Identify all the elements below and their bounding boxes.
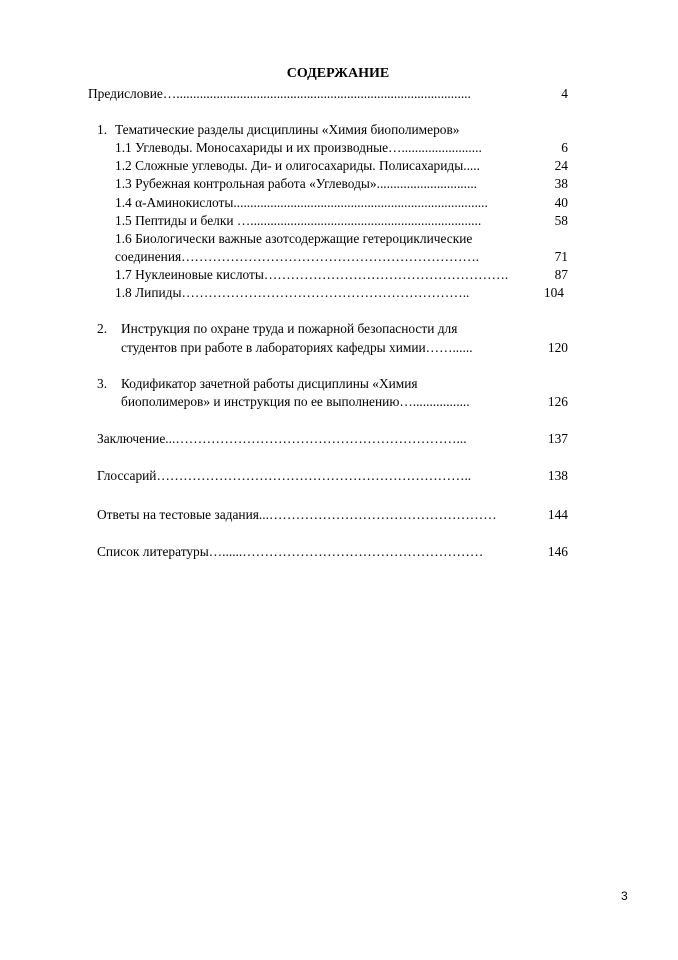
section-heading-line1: Кодификатор зачетной работы дисциплины «Химия [121, 376, 418, 391]
toc-page-number: 120 [547, 340, 568, 355]
toc-entry-text: биополимеров» и инструкция по ее выполнению [121, 394, 400, 409]
toc-title: СОДЕРЖАНИЕ [286, 66, 390, 81]
toc-entry-answers [97, 506, 568, 523]
toc-entry-references [97, 543, 568, 560]
toc-entry-text: 1.4 α-Аминокислоты [115, 195, 234, 210]
section-number: 2. [97, 321, 108, 336]
toc-entry-text: Заключение [97, 431, 166, 446]
toc-leader-dots: …………………………………………………………….. [156, 468, 472, 483]
toc-entry-1-3 [115, 175, 568, 192]
toc-entry-text: 1.3 Рубежная контрольная работа «Углеводы» [115, 176, 377, 191]
section-heading-line1: Инструкция по охране труда и пожарной безопасности для [121, 321, 458, 336]
toc-entry-text: 1.1 Углеводы. Моносахариды и их производные… [115, 140, 402, 155]
toc-leader-dots: ..... [463, 158, 480, 173]
toc-leader-dots: ........................................................................................ [176, 86, 471, 101]
toc-entry-1-8 [115, 284, 564, 301]
toc-entry-text: Список литературы [97, 544, 209, 559]
toc-page-number: 40 [554, 195, 568, 210]
toc-leader-dots: ............................................................................ [233, 195, 488, 210]
toc-entry-1-6-line1: 1.6 Биологически важные азотсодержащие гетероциклические [115, 231, 473, 246]
toc-leader-dots: …………………………………………………………. [181, 249, 480, 264]
page-number: 3 [621, 889, 628, 903]
toc-entry-text: 1.5 Пептиды и белки … [115, 213, 251, 228]
toc-leader-dots: ........................ [401, 140, 482, 155]
toc-page-number: 137 [547, 431, 568, 446]
toc-page-number: 4 [561, 86, 568, 101]
toc-entry-1-1 [115, 139, 568, 156]
toc-entry-text: Предисловие… [88, 86, 177, 101]
toc-entry-conclusion [97, 430, 568, 447]
toc-leader-dots: ...…………………………………………… [258, 507, 497, 522]
toc-page-number: 38 [554, 176, 568, 191]
toc-entry-1-7 [115, 266, 568, 283]
toc-page-number: 144 [547, 507, 568, 522]
toc-entry-section-2 [121, 339, 568, 356]
toc-entry-text: студентов при работе в лабораториях кафедры химии [121, 340, 426, 355]
toc-page-number: 146 [547, 544, 568, 559]
toc-entry-text: 1.8 Липиды [115, 285, 182, 300]
toc-entry-1-2 [115, 157, 568, 174]
toc-entry-text: 1.7 Нуклеиновые кислоты [115, 267, 264, 282]
toc-page-number: 126 [547, 394, 568, 409]
toc-entry-preface [88, 85, 568, 102]
toc-leader-dots: ..................................................................... [250, 213, 482, 228]
toc-entry-text: Ответы на тестовые задания [97, 507, 259, 522]
toc-entry-1-4 [115, 194, 568, 211]
toc-entry-text: 1.2 Сложные углеводы. Ди- и олигосахариды. Полисахариды [115, 158, 464, 173]
toc-page-number: 6 [561, 140, 568, 155]
toc-entry-glossary [97, 467, 568, 484]
toc-page-number: 58 [554, 213, 568, 228]
section-number: 3. [97, 376, 108, 391]
toc-leader-dots: .............................. [376, 176, 478, 191]
toc-page-number: 104 [543, 285, 564, 300]
toc-page-number: 87 [554, 267, 568, 282]
toc-leader-dots: ……………………………………………………….. [181, 285, 470, 300]
toc-entry-text: Глоссарий [97, 468, 157, 483]
toc-page-number: 138 [547, 468, 568, 483]
toc-entry-1-6 [115, 248, 568, 265]
toc-leader-dots: …................. [399, 394, 470, 409]
toc-page-number: 71 [554, 249, 568, 264]
toc-leader-dots: ……...... [425, 340, 473, 355]
toc-entry-1-5 [115, 212, 568, 229]
section-number: 1. [97, 122, 108, 137]
toc-leader-dots: …......……………………………………………… [208, 544, 484, 559]
toc-page-number: 24 [554, 158, 568, 173]
toc-entry-section-3 [121, 393, 568, 410]
section-heading: Тематические разделы дисциплины «Химия биополимеров» [115, 122, 460, 137]
toc-entry-text: соединения [115, 249, 182, 264]
toc-leader-dots: ………………………………………………. [263, 267, 509, 282]
toc-leader-dots: ...………………………………………………………... [165, 431, 467, 446]
